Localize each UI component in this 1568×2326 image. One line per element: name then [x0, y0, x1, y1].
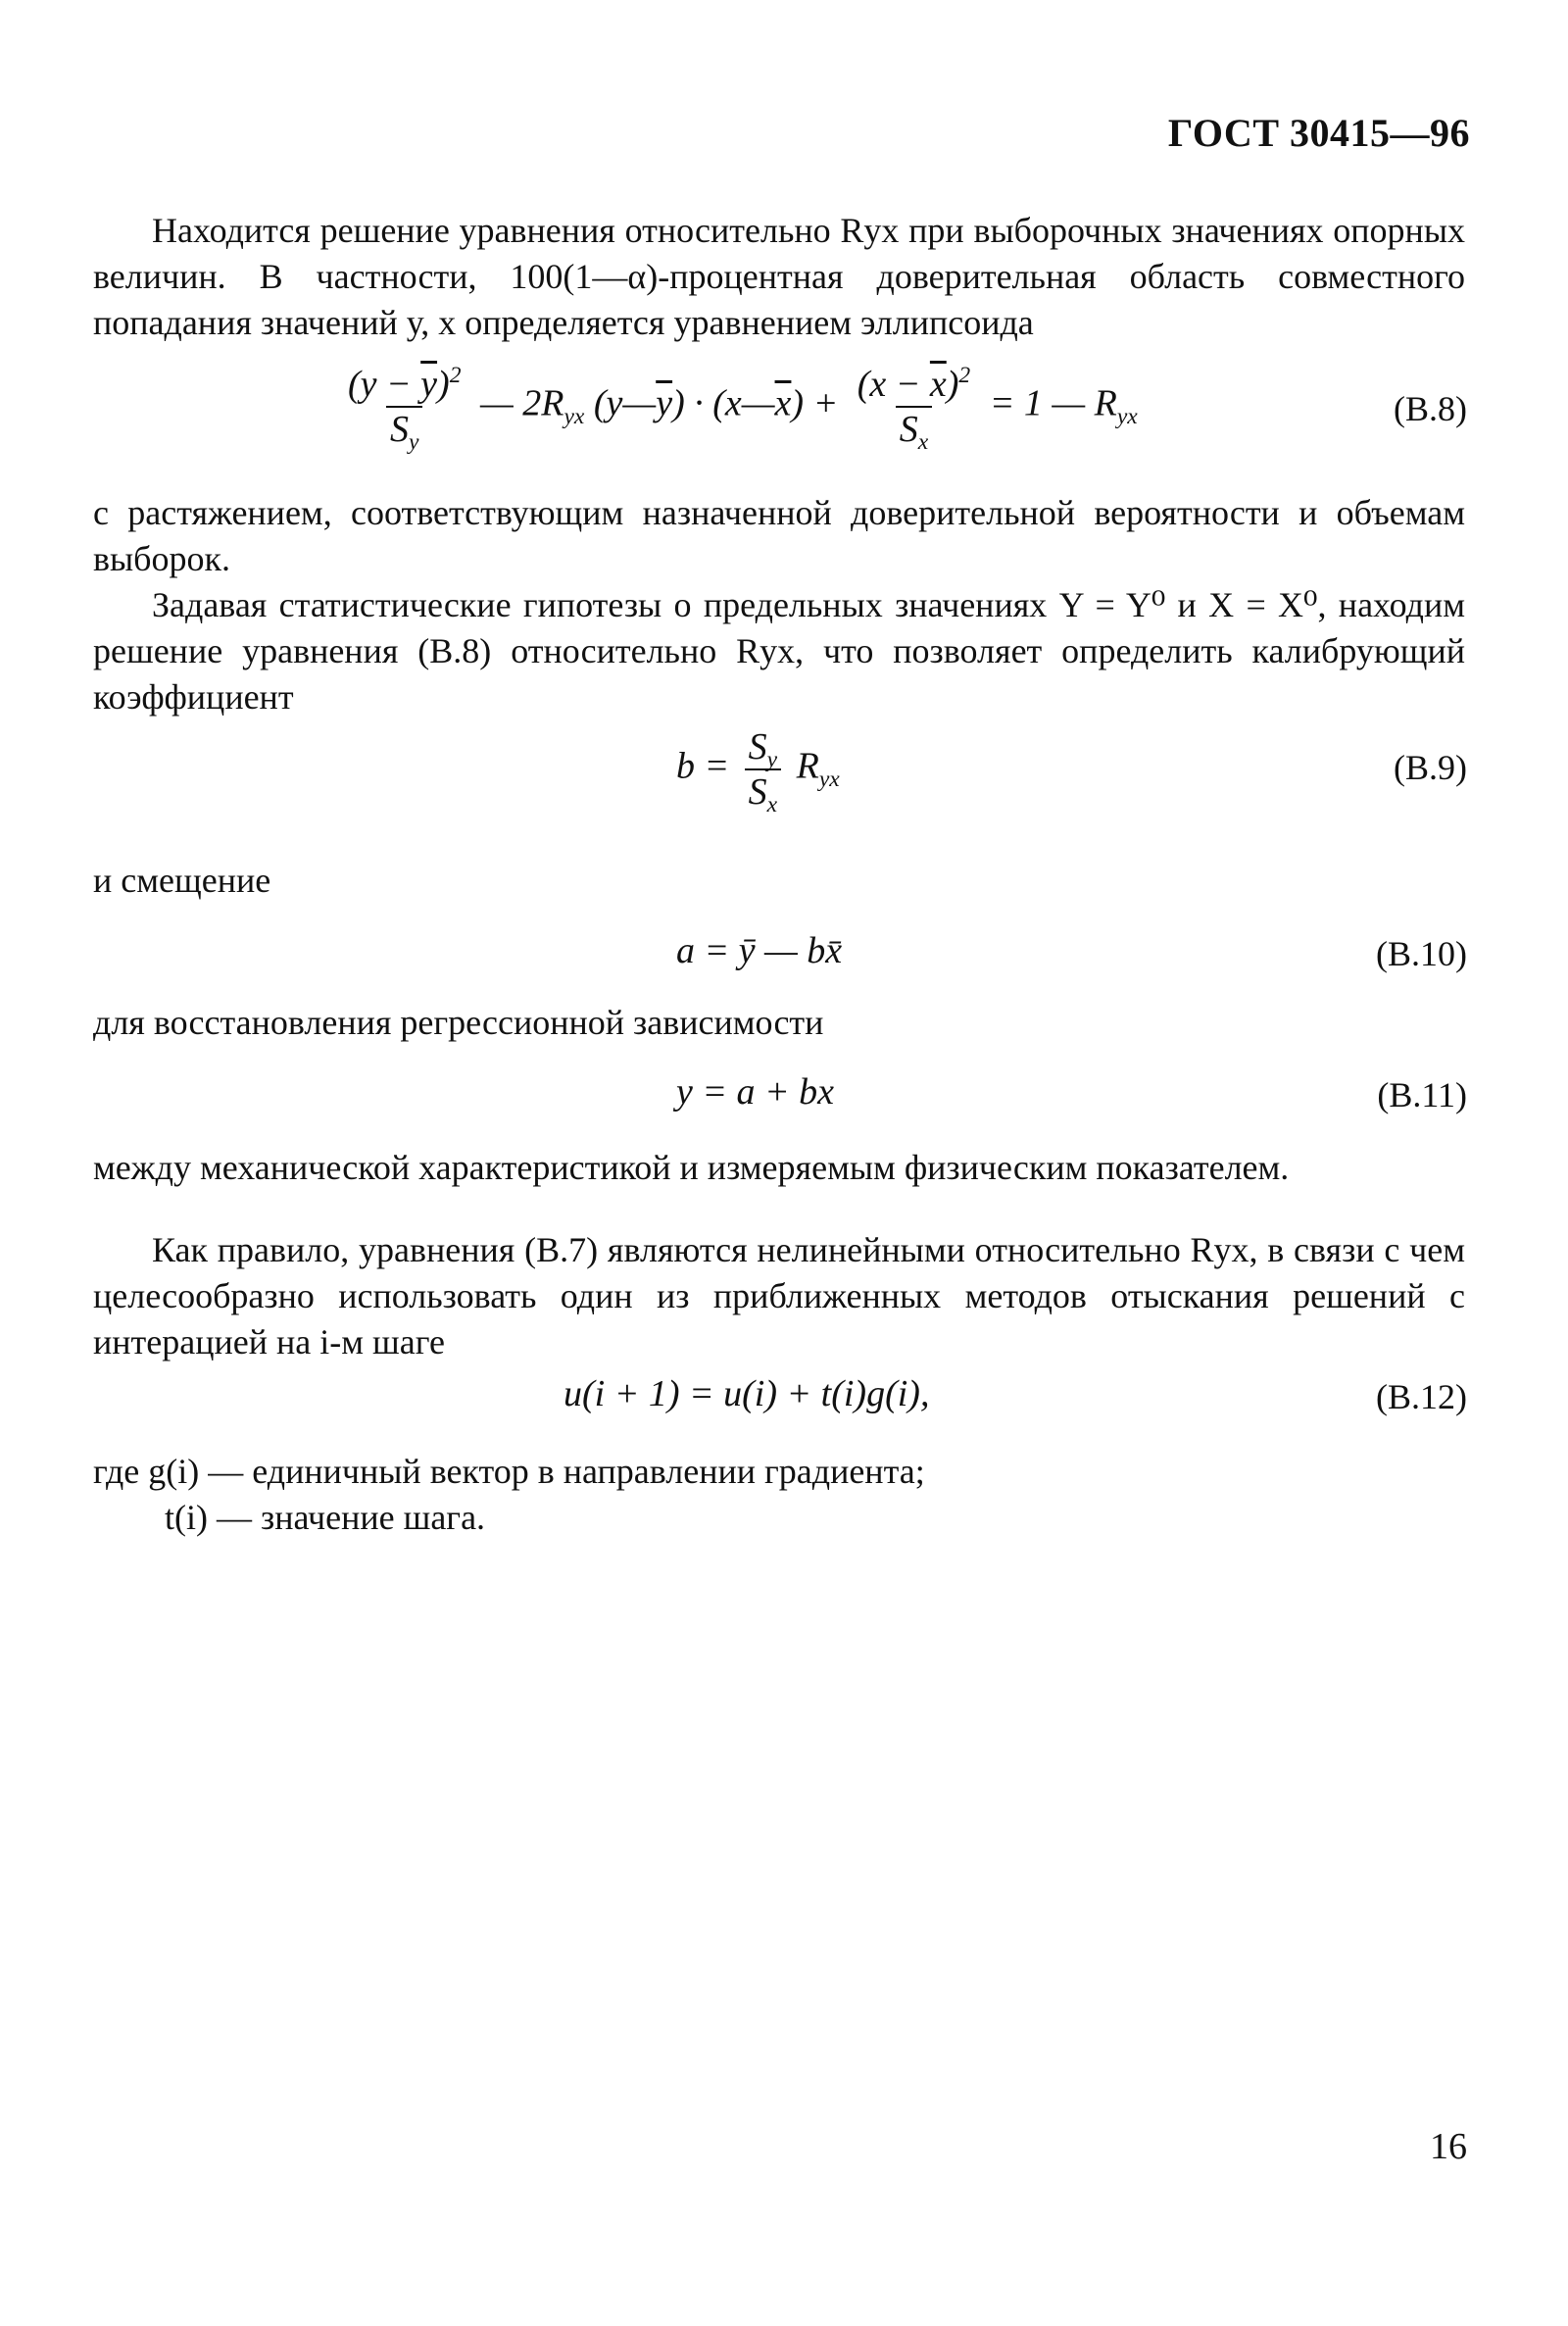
equation-number-b8: (В.8) [1394, 389, 1467, 428]
paragraph-1: Находится решение уравнения относительно Rух при выборочных значениях опорных величин. В частности, 100(1—α)-процентная доверительная область совместного попадания значений у, х определяется уравнением эллипсоида [93, 211, 1465, 342]
document-header: ГОСТ 30415—96 [1167, 111, 1470, 155]
equation-number-b12: (В.12) [1376, 1377, 1467, 1416]
equation-b9: b = $\frac{S_y}{S_x}$ $R_{yx}$ [676, 726, 840, 818]
where-line-2: t(i) — значение шага. [165, 1498, 486, 1537]
fraction-s: $\frac{S_y}{S_x}$ [745, 725, 781, 814]
equation-number-b9: (В.9) [1394, 748, 1467, 787]
paragraph-5: для восстановления регрессионной зависимости [93, 1003, 824, 1042]
where-line-1: где g(i) — единичный вектор в направлении градиента; [93, 1452, 925, 1491]
paragraph-6: между механической характеристикой и измеряемым физическим показателем. [93, 1148, 1290, 1187]
paragraph-7: Как правило, уравнения (В.7) являются нелинейными относительно Rух, в связи с чем целесообразно использовать один из приближенных методов отыскания решений с интерацией на i-м шаге [93, 1230, 1465, 1361]
page-number: 16 [1430, 2126, 1467, 2167]
paragraph-4: и смещение [93, 861, 271, 900]
equation-b8: $\frac{(y - \overline{y})^2}{S_y}$ — $2R_{yx}$ $(y—\overline{y})$ · $(x—\overline{x})$ + $\frac{(x - \overline{x})^2}{S_x}$ = 1 — $R_{yx}$ [338, 363, 1138, 451]
fraction-y: $\frac{(y - \overline{y})^2}{S_y}$ [348, 362, 462, 456]
paragraph-2: с растяжением, соответствующим назначенной доверительной вероятности и объемам выборок. [93, 493, 1465, 578]
equation-b11: y = a + bx [676, 1071, 835, 1113]
equation-number-b11: (В.11) [1377, 1075, 1467, 1114]
equation-b10: a = ȳ — bx̄ [676, 930, 843, 971]
paragraph-3: Задавая статистические гипотезы о предельных значениях Y = Y⁰ и X = X⁰, находим решение уравнения (В.8) относительно Rух, что позволяет определить калибрующий коэффициент [93, 585, 1465, 717]
equation-number-b10: (В.10) [1376, 934, 1467, 973]
fraction-x: $\frac{(x - \overline{x})^2}{S_x}$ [857, 362, 971, 456]
equation-b12: u(i + 1) = u(i) + t(i)g(i), [564, 1373, 930, 1414]
